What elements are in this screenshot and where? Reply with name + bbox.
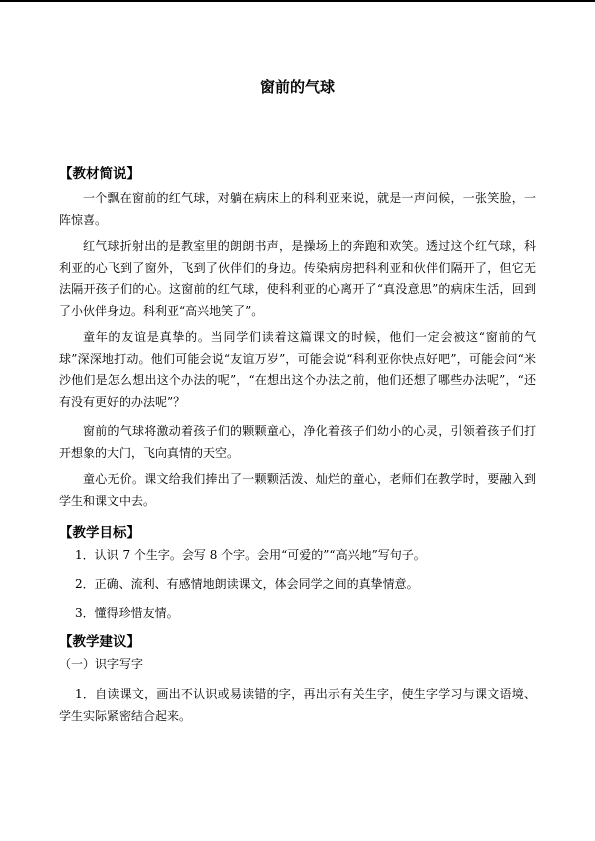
goal-item-1: 1．认识 7 个生字。会写 8 个字。会用“可爱的”“高兴地”写句子。 [75,548,426,562]
section-heading-goals: 【教学目标】 [59,525,140,541]
goal-item-3: 3．懂得珍惜友情。 [75,606,179,620]
section-heading-suggestions: 【教学建议】 [59,634,140,650]
section-heading-material: 【教材简说】 [59,166,140,182]
material-paragraph-1: 一个飘在窗前的红气球，对躺在病床上的科利亚来说，就是一声问候，一张笑脸，一阵惊喜。 [59,191,536,227]
goal-item-2: 2．正确、流利、有感情地朗读课文，体会同学之间的真挚情意。 [75,577,419,591]
material-paragraph-2: 红气球折射出的是教室里的朗朗书声，是操场上的奔跑和欢笑。透过这个红气球，科利亚的心飞到了窗外，飞到了伙伴们的身边。传染病房把科利亚和伙伴们隔开了，但它无法隔开孩子们的心。这窗前的红气球，使科利亚的心离开了“真没意思”的病床生活，回到了小伙伴身边。科利亚“高兴地笑了”。 [59,239,536,318]
material-paragraph-3: 童年的友谊是真挚的。当同学们读着这篇课文的时候，他们一定会被这“窗前的气球”深深地打动。他们可能会说“友谊万岁”，可能会说“科利亚你快点好吧”，可能会问“米沙他们是怎么想出这个办法的呢”，“在想出这个办法之前，他们还想了哪些办法呢”，“还有没有更好的办法呢”？ [59,330,536,409]
document-title: 窗前的气球 [259,78,335,96]
material-paragraph-4: 窗前的气球将激动着孩子们的颗颗童心，净化着孩子们幼小的心灵，引领着孩子们打开想象的大门，飞向真情的天空。 [59,424,536,460]
suggestion-subheading: （一）识字写字 [59,657,144,671]
top-border-rule [0,0,595,2]
material-paragraph-5: 童心无价。课文给我们捧出了一颗颗活泼、灿烂的童心，老师们在教学时，要融入到学生和课文中去。 [59,472,536,508]
suggestion-item-1: 1．自读课文，画出不认识或易读错的字，再出示有关生字，使生字学习与课文语境、学生实际紧密结合起来。 [59,687,536,723]
